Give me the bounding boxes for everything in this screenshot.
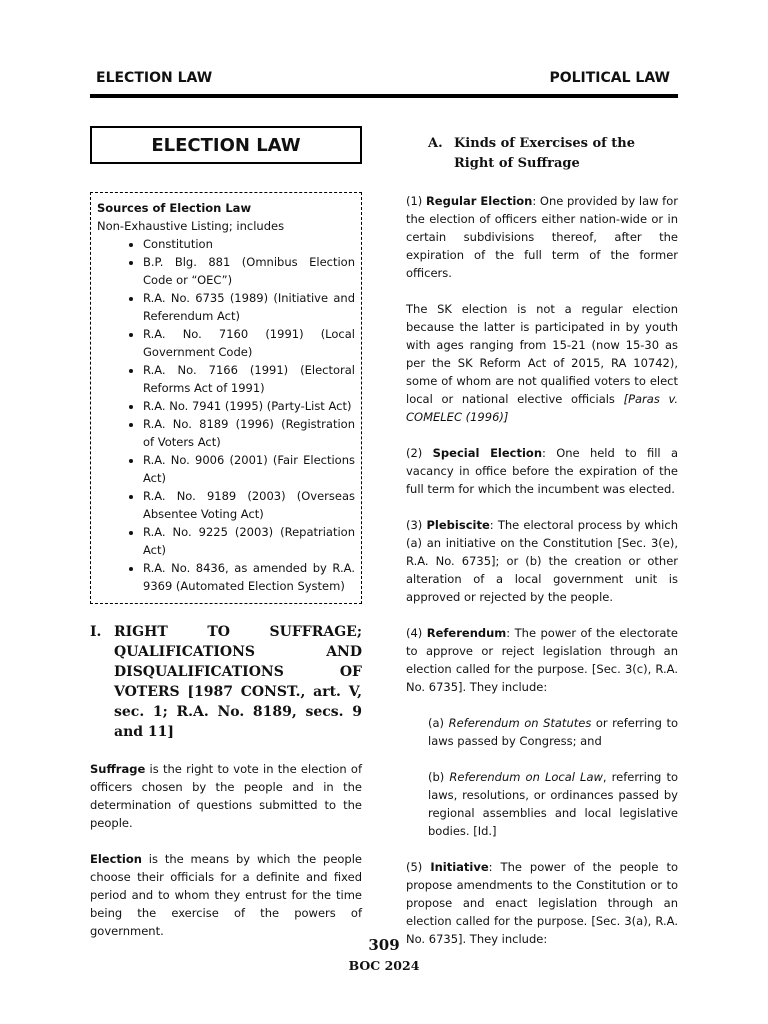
page-number: 309 bbox=[368, 936, 400, 954]
right-column bbox=[406, 134, 678, 948]
italic-term: Referendum on Local Law bbox=[449, 770, 603, 784]
sources-title: Sources of Election Law bbox=[97, 201, 252, 215]
header-left: ELECTION LAW bbox=[96, 70, 213, 86]
regular-election-paragraph: (1) Regular Election: One provided by law for the election of officers either nation-wide or in certain subdivisions thereof, after the expiration of the full term of the former officers. bbox=[406, 194, 678, 280]
sources-list-item: • R.A. No. 7160 (1991) (Local Government Code) bbox=[143, 325, 355, 361]
sources-list-item: • R.A. No. 6735 (1989) (Initiative and Referendum Act) bbox=[143, 289, 355, 325]
defined-term: Referendum bbox=[426, 626, 507, 640]
sources-subtitle: Non-Exhaustive Listing; includes bbox=[97, 219, 285, 233]
initiative-paragraph: (5) Initiative: The power of the people to propose amendments to the Constitution or to propose and enact legislation through an election called for the purpose. [Sec. 3(a), R.A. No. 6735]. They include: bbox=[406, 860, 678, 946]
special-election-paragraph: (2) Special Election: One held to fill a vacancy in office before the expiration of the full term for which the incumbent was elected. bbox=[406, 446, 678, 496]
header-rule bbox=[90, 94, 678, 98]
sources-list-item: • Constitution bbox=[143, 235, 355, 253]
referendum-local-law-item: (b) Referendum on Local Law, referring to laws, resolutions, or ordinances passed by regional assemblies and local legislative bodies. [Id.] bbox=[428, 770, 678, 838]
defined-term: Election bbox=[90, 852, 142, 866]
header-right: POLITICAL LAW bbox=[549, 70, 670, 86]
sk-election-note: The SK election is not a regular election because the latter is participated in by youth with ages ranging from 15-21 (now 15-30 as per the SK Reform Act of 2015, RA 10742), some of whom are not qualified voters to elect local or national elective officials [Paras v. COMELEC (1996)] bbox=[406, 302, 678, 424]
sources-list-item: • R.A. No. 7166 (1991) (Electoral Reforms Act of 1991) bbox=[143, 361, 355, 397]
subsection-heading-text: Kinds of Exercises of the Right of Suffrage bbox=[454, 136, 635, 171]
sources-list-item: • R.A. No. 8436, as amended by R.A. 9369 (Automated Election System) bbox=[143, 559, 355, 595]
defined-term: Suffrage bbox=[90, 762, 146, 776]
left-column bbox=[90, 126, 362, 940]
chapter-title-box: ELECTION LAW bbox=[90, 126, 362, 164]
sources-list-item: • R.A. No. 9006 (2001) (Fair Elections Act) bbox=[143, 451, 355, 487]
italic-term: Referendum on Statutes bbox=[448, 716, 592, 730]
defined-term: Special Election bbox=[432, 446, 543, 460]
subsection-number: A. bbox=[428, 136, 443, 151]
sources-box bbox=[90, 192, 362, 604]
edition-label: BOC 2024 bbox=[348, 958, 420, 973]
defined-term: Regular Election bbox=[425, 194, 533, 208]
sources-list-item: • R.A. No. 8189 (1996) (Registration of Voters Act) bbox=[143, 415, 355, 451]
defined-term: Plebiscite bbox=[426, 518, 490, 532]
section-heading bbox=[90, 622, 362, 742]
plebiscite-paragraph: (3) Plebiscite: The electoral process by which (a) an initiative on the Constitution [Sec. 3(e), R.A. No. 6735]; or (b) the creation or other alteration of a local government unit is approved or rejected by the people. bbox=[406, 518, 678, 604]
case-citation: [Paras v. COMELEC (1996)] bbox=[406, 392, 678, 424]
sources-list bbox=[97, 235, 355, 595]
suffrage-definition: Suffrage is the right to vote in the election of officers chosen by the people and in the determination of questions submitted to the people. bbox=[90, 762, 362, 830]
defined-term: Initiative bbox=[430, 860, 489, 874]
subsection-heading bbox=[406, 134, 678, 174]
referendum-paragraph: (4) Referendum: The power of the electorate to approve or reject legislation through an election called for the purpose. [Sec. 3(c), R.A. No. 6735]. They include: bbox=[406, 626, 678, 694]
section-heading-text: RIGHT TO SUFFRAGE; QUALIFICATIONS AND DISQUALIFICATIONS OF VOTERS [1987 CONST., art. V, sec. 1; R.A. No. 8189, secs. 9 and 11] bbox=[114, 624, 362, 740]
section-number: I. bbox=[90, 624, 102, 640]
sources-list-item: • R.A. No. 9225 (2003) (Repatriation Act) bbox=[143, 523, 355, 559]
sources-list-item: • B.P. Blg. 881 (Omnibus Election Code or “OEC”) bbox=[143, 253, 355, 289]
sources-list-item: • R.A. No. 7941 (1995) (Party-List Act) bbox=[143, 397, 355, 415]
running-header bbox=[90, 70, 678, 90]
election-definition: Election is the means by which the people choose their officials for a definite and fixed period and to whom they entrust for the time being the exercise of the powers of government. bbox=[90, 852, 362, 938]
referendum-statutes-item: (a) Referendum on Statutes or referring to laws passed by Congress; and bbox=[428, 716, 678, 748]
sources-list-item: • R.A. No. 9189 (2003) (Overseas Absentee Voting Act) bbox=[143, 487, 355, 523]
